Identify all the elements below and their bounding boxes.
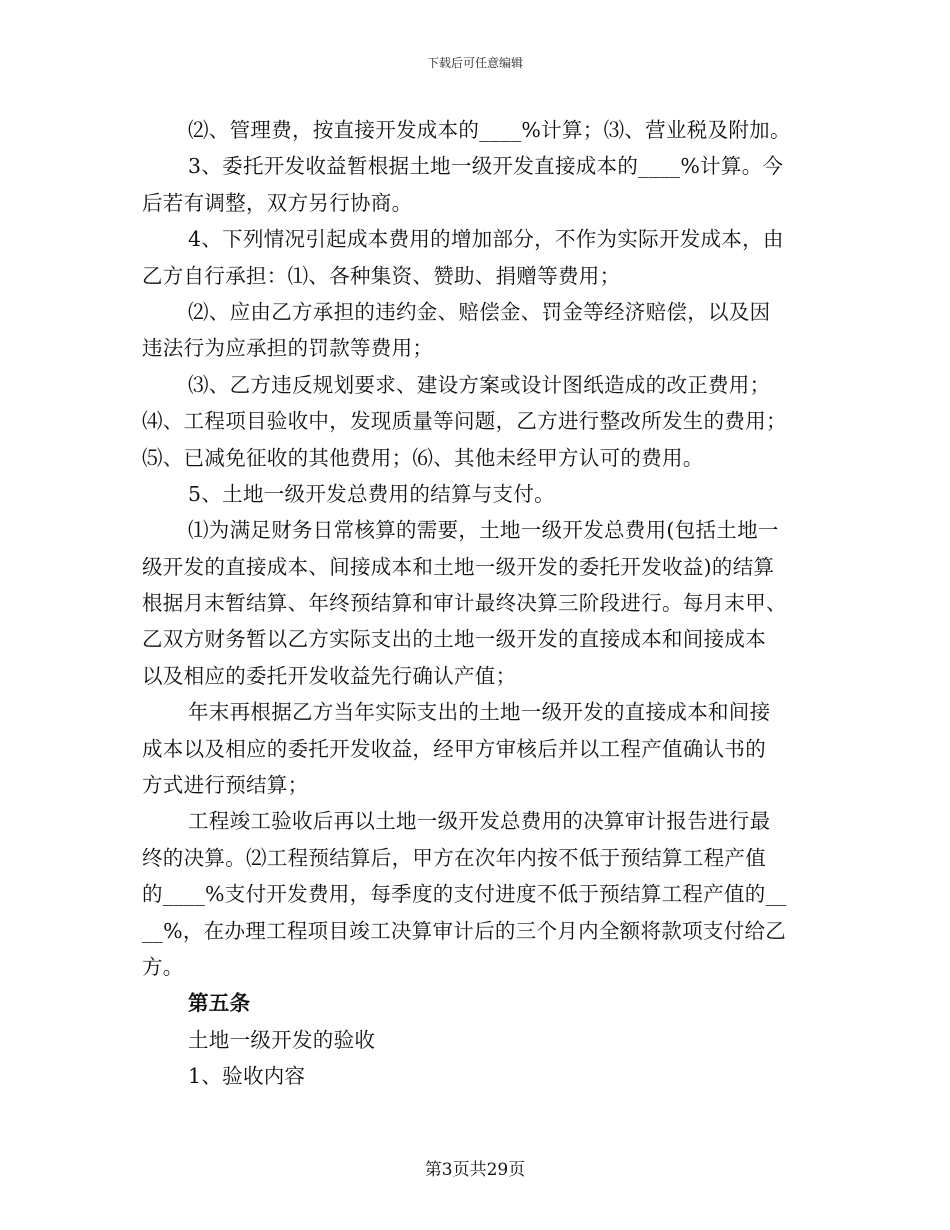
text-line: 成本以及相应的委托开发收益，经甲方审核后并以工程产值确认书的	[142, 736, 766, 761]
text-line: 4、下列情况引起成本费用的增加部分，不作为实际开发成本，由	[188, 227, 784, 252]
document-body	[142, 112, 810, 1095]
text-line: 违法行为应承担的罚款等费用；	[142, 336, 434, 361]
page-header: 下载后可任意编辑	[426, 56, 523, 70]
text-line: 工程竣工验收后再以土地一级开发总费用的决算审计报告进行最	[188, 809, 771, 834]
text-line: 以及相应的委托开发收益先行确认产值；	[142, 663, 517, 688]
text-line: ⑵、管理费，按直接开发成本的____%计算；⑶、营业税及附加。	[188, 118, 791, 142]
page-number-footer: 第3页共29页	[424, 1160, 526, 1180]
text-line: 1、验收内容	[188, 1064, 306, 1089]
text-line: ⑸、已减免征收的其他费用；⑹、其他未经甲方认可的费用。	[142, 445, 704, 470]
text-line: 乙双方财务暂以乙方实际支出的土地一级开发的直接成本和间接成本	[142, 627, 766, 652]
text-line: 方。	[142, 954, 184, 979]
text-line: ⑵、应由乙方承担的违约金、赔偿金、罚金等经济赔偿，以及因	[188, 299, 771, 324]
text-line: 根据月末暂结算、年终预结算和审计最终决算三阶段进行。每月末甲、	[142, 591, 787, 616]
text-line: 级开发的直接成本、间接成本和土地一级开发的委托开发收益)的结算	[142, 554, 775, 579]
text-line: 年末再根据乙方当年实际支出的土地一级开发的直接成本和间接	[188, 700, 771, 725]
text-line: ⑴为满足财务日常核算的需要，土地一级开发总费用(包括土地一	[188, 518, 779, 543]
text-line: 乙方自行承担：⑴、各种集资、赞助、捐赠等费用；	[142, 263, 621, 288]
text-line: 后若有调整，双方另行协商。	[142, 190, 413, 215]
text-line: 5、土地一级开发总费用的结算与支付。	[188, 481, 555, 506]
text-line: ⑷、工程项目验收中，发现质量等问题，乙方进行整改所发生的费用；	[142, 409, 787, 434]
text-line: 土地一级开发的验收	[188, 1027, 376, 1052]
text-line: 终的决算。⑵工程预结算后，甲方在次年内按不低于预结算工程产值	[142, 845, 766, 870]
text-line: 3、委托开发收益暂根据土地一级开发直接成本的____%计算。今	[188, 154, 784, 179]
text-line: __%，在办理工程项目竣工决算审计后的三个月内全额将款项支付给乙	[142, 918, 787, 943]
text-line: ⑶、乙方违反规划要求、建设方案或设计图纸造成的改正费用；	[188, 372, 771, 397]
text-line: 方式进行预结算；	[142, 773, 309, 798]
section-heading: 第五条	[188, 991, 251, 1016]
text-line: 的____%支付开发费用，每季度的支付进度不低于预结算工程产值的__	[142, 882, 787, 907]
